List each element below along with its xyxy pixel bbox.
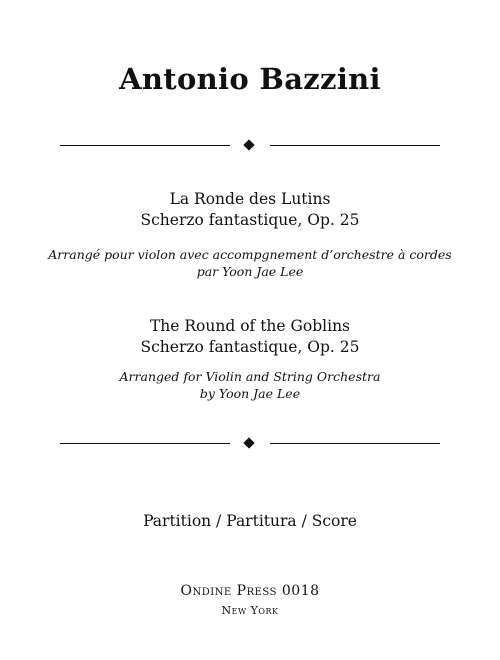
french-title: La Ronde des Lutins	[169, 190, 331, 208]
diamond-ornament-icon	[243, 437, 254, 448]
english-title: The Round of the Goblins	[149, 317, 351, 335]
divider-line-right	[270, 443, 440, 444]
divider-line-left	[60, 145, 230, 146]
top-divider	[60, 140, 440, 152]
bottom-divider	[60, 438, 440, 450]
publisher-city: New York	[221, 604, 279, 617]
diamond-ornament-icon	[243, 139, 254, 150]
english-subtitle: Scherzo fantastique, Op. 25	[140, 338, 360, 356]
english-arranger: by Yoon Jae Lee	[199, 386, 301, 401]
french-subtitle: Scherzo fantastique, Op. 25	[140, 211, 360, 229]
french-arrangement: Arrangé pour violon avec accompgnement d’orchestre à cordes	[48, 247, 452, 262]
score-type: Partition / Partitura / Score	[143, 512, 357, 530]
divider-line-right	[270, 145, 440, 146]
composer-name: Antonio Bazzini	[119, 62, 381, 96]
publisher: Ondine Press 0018	[180, 583, 320, 599]
english-arrangement: Arranged for Violin and String Orchestra	[119, 369, 381, 384]
french-arranger: par Yoon Jae Lee	[196, 264, 304, 279]
divider-line-left	[60, 443, 230, 444]
